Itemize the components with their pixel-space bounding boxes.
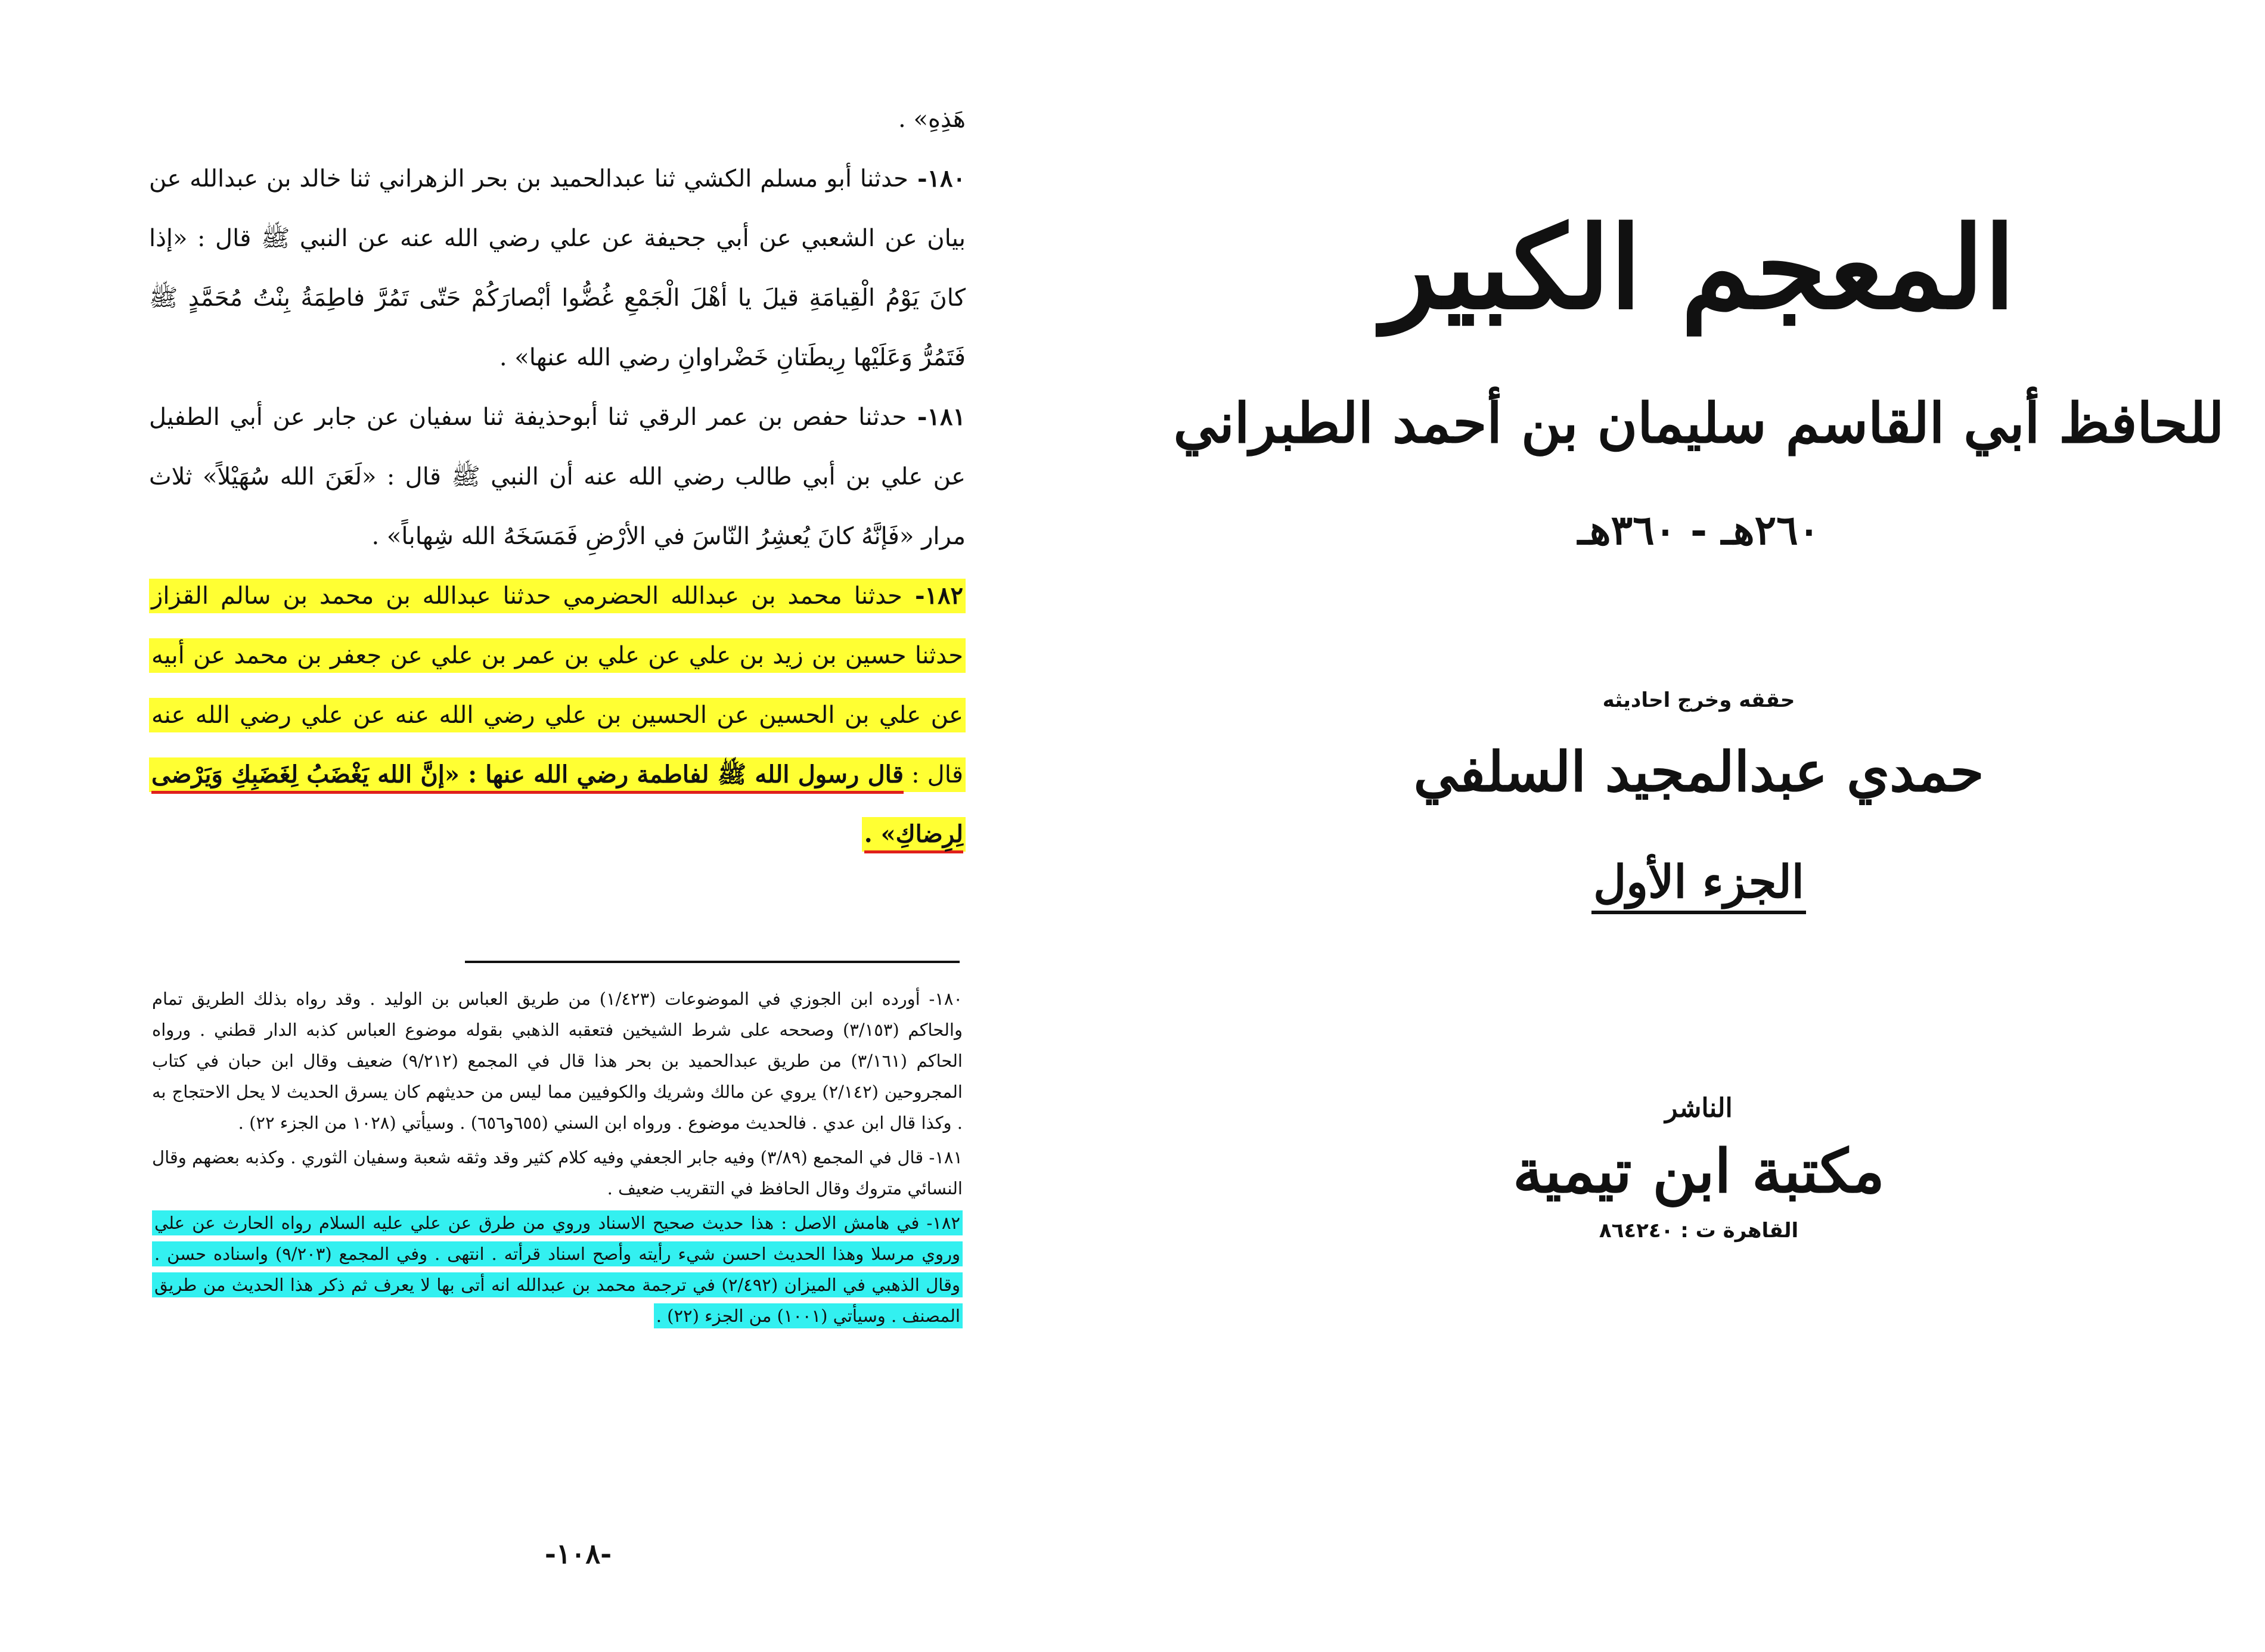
book-title: المعجم الكبير	[1382, 201, 2016, 334]
publisher-phone: القاهرة ت : ٨٦٤٢٤٠	[1599, 1219, 1799, 1243]
edited-by-label: حققه وخرج احاديثه	[1602, 688, 1795, 712]
editor-name: حمدي عبدالمجيد السلفي	[1413, 740, 1984, 804]
footnote-180: ١٨٠- أورده ابن الجوزي في الموضوعات (١/٤٢٣) من طريق العباس بن الوليد . وقد رواه بذلك الطريق تمام والحاكم (٣/١٥٣) وصححه على شرط الشيخين فتعقبه الذهبي بقوله موضوع العباس كذبه الدار قطني . ورواه الحاكم (٣/١٦١) من طريق عبدالحميد بن بحر هذا قال في المجمع (٩/٢١٢) ضعيف وقال ابن حبان في كتاب المجروحين (٢/١٤٢) يروي عن مالك وشريك والكوفيين مما ليس من حديثهم كان يسرق الحديث لا يحل الاحتجاج به . وكذا قال ابن عدي . فالحديث موضوع . ورواه ابن السني (٦٥٥و٦٥٦) . وسيأتي (١٠٢٨ من الجزء ٢٢) .	[152, 989, 963, 1133]
main-text	[149, 89, 966, 864]
hadith-continuation: هَذِهِ» .	[898, 105, 966, 133]
yellow-highlight: ١٨٢- حدثنا محمد بن عبدالله الحضرمي حدثنا عبدالله بن محمد بن سالم القزاز حدثنا حسين بن زيد بن علي عن علي بن عمر بن علي عن جعفر بن محمد عن أبيه عن علي بن الحسين عن الحسين بن علي رضي الله عنه عن علي رضي الله عنه قال : قال رسول الله ﷺ لفاطمة رضي الله عنها : «إنَّ الله يَغْضَبُ لِغَضَبِكِ وَيَرْضى لِرِضاكِ» .	[149, 579, 966, 852]
volume-label: الجزء الأول	[1593, 855, 1804, 908]
author-dates: ٢٦٠هـ - ٣٦٠هـ	[1577, 507, 1820, 554]
hadith-number: ١٨٢	[924, 582, 963, 610]
red-underlined-text: قال رسول الله ﷺ لفاطمة رضي الله عنها : «إنَّ الله يَغْضَبُ لِغَضَبِكِ وَيَرْضى لِرِضاكِ» .	[151, 760, 963, 853]
cyan-highlight: ١٨٢- في هامش الاصل : هذا حديث صحيح الاسناد وروي من طرق عن علي عليه السلام رواه الحارث عن علي وروي مرسلا وهذا الحديث احسن شيء رأيته وأصح اسناد قرأته . انتهى . وفي المجمع (٩/٢٠٣) واسناده حسن . وقال الذهبي في الميزان (٢/٤٩٢) في ترجمة محمد بن عبدالله انه أتى بها لا يعرف ثم ذكر هذا الحديث من طريق المصنف . وسيأتي (١٠٠١) من الجزء (٢٢) .	[152, 1210, 963, 1328]
author-name: للحافظ أبي القاسم سليمان بن أحمد الطبراني	[1173, 391, 2224, 455]
volume-underline	[1591, 911, 1806, 914]
footnotes	[152, 983, 963, 1335]
footnote-181: ١٨١- قال في المجمع (٣/٨٩) وفيه جابر الجعفي وفيه كلام كثير وقد وثقه شعبة وسفيان الثوري . وكذبه بعضهم وقال النسائي متروك وقال الحافظ في التقريب ضعيف .	[152, 1147, 963, 1198]
hadith-text: حدثنا حفص بن عمر الرقي ثنا أبوحذيفة ثنا سفيان عن جابر عن أبي الطفيل عن علي بن أبي طالب رضي الله عنه أن النبي ﷺ قال : «لَعَنَ الله سُهَيْلاً» ثلاث مرار «فَإنَّهُ كانَ يُعشِرُ النّاسَ في الأرْضِ فَمَسَخَهُ الله شِهاباً» .	[149, 403, 966, 550]
right-page	[1132, 0, 2265, 1652]
publisher-name: مكتبة ابن تيمية	[1513, 1136, 1885, 1206]
left-page	[0, 0, 1132, 1652]
hadith-180: ١٨٠- حدثنا أبو مسلم الكشي ثنا عبدالحميد بن بحر الزهراني ثنا خالد بن عبدالله عن بيان عن الشعبي عن أبي جحيفة عن علي رضي الله عنه عن النبي ﷺ قال : «إذا كانَ يَوْمُ الْقِيامَةِ قيلَ يا أهْلَ الْجَمْعِ غُضُّوا أبْصارَكُمْ حَتّى تَمُرَّ فاطِمَةُ بِنْتُ مُحَمَّدٍ ﷺ فَتَمُرُّ وَعَلَيْها رِيطَتانِ خَضْراوانِ رضي الله عنها» .	[149, 164, 966, 371]
publisher-label: الناشر	[1665, 1093, 1733, 1123]
hadith-number: ١٨١	[927, 403, 966, 431]
hadith-number: ١٨٠	[927, 164, 966, 192]
hadith-182	[149, 566, 966, 864]
footnote-separator	[465, 961, 960, 963]
page-number: -١٠٨-	[544, 1538, 612, 1570]
footnote-182	[152, 1207, 963, 1331]
hadith-text: حدثنا أبو مسلم الكشي ثنا عبدالحميد بن بحر الزهراني ثنا خالد بن عبدالله عن بيان عن الشعبي عن أبي جحيفة عن علي رضي الله عنه عن النبي ﷺ قال : «إذا كانَ يَوْمُ الْقِيامَةِ قيلَ يا أهْلَ الْجَمْعِ غُضُّوا أبْصارَكُمْ حَتّى تَمُرَّ فاطِمَةُ بِنْتُ مُحَمَّدٍ ﷺ فَتَمُرُّ وَعَلَيْها رِيطَتانِ خَضْراوانِ رضي الله عنها» .	[149, 165, 966, 371]
hadith-181: ١٨١- حدثنا حفص بن عمر الرقي ثنا أبوحذيفة ثنا سفيان عن جابر عن أبي الطفيل عن علي بن أبي طالب رضي الله عنه أن النبي ﷺ قال : «لَعَنَ الله سُهَيْلاً» ثلاث مرار «فَإنَّهُ كانَ يُعشِرُ النّاسَ في الأرْضِ فَمَسَخَهُ الله شِهاباً» .	[149, 403, 966, 550]
hadith-text: حدثنا محمد بن عبدالله الحضرمي حدثنا عبدالله بن محمد بن سالم القزاز حدثنا حسين بن زيد بن علي عن علي بن عمر بن علي عن جعفر بن محمد عن أبيه عن علي بن الحسين عن الحسين بن علي رضي الله عنه عن علي رضي الله عنه قال :	[151, 582, 964, 788]
